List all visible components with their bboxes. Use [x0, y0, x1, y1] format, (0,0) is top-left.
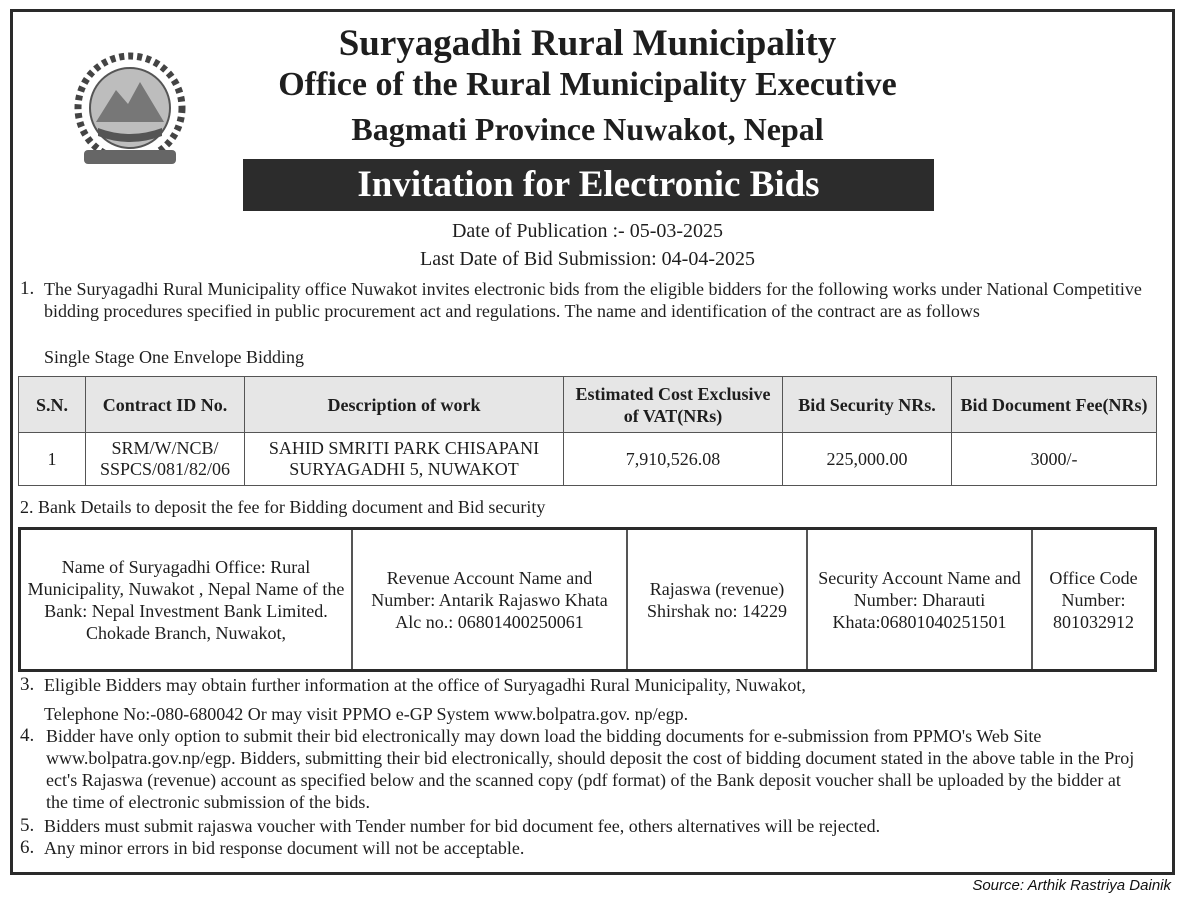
cell-description: SAHID SMRITI PARK CHISAPANI SURYAGADHI 5, NUWAKOT — [245, 433, 564, 486]
point-6-text: Any minor errors in bid response document will not be acceptable. — [44, 838, 525, 858]
office-code-cell: Office Code Number: 801032912 — [1032, 529, 1156, 671]
point-5-number: 5. — [20, 815, 35, 836]
header-bid-security: Bid Security NRs. — [783, 377, 952, 433]
province-title: Bagmati Province Nuwakot, Nepal — [351, 111, 824, 147]
point-3-number: 3. — [20, 674, 35, 695]
bank-name-cell: Name of Suryagadhi Office: Rural Municipality, Nuwakot , Nepal Name of the Bank: Nepal Investment Bank Limited. Chokade Branch, Nuwakot, — [20, 529, 353, 671]
revenue-account-cell: Revenue Account Name and Number: Antarik Rajaswo Khata Alc no.: 06801400250061 — [352, 529, 627, 671]
cell-bid-security: 225,000.00 — [783, 433, 952, 486]
notice-banner: Invitation for Electronic Bids — [243, 159, 934, 211]
point-3-line-2: Telephone No:-080-680042 Or may visit PPMO e-GP System www.bolpatra.gov. np/egp. — [44, 704, 689, 724]
contract-table-header — [19, 377, 1157, 433]
point-1-number: 1. — [20, 278, 35, 299]
contract-table — [18, 376, 1157, 486]
security-account-cell: Security Account Name and Number: Dharauti Khata:06801040251501 — [807, 529, 1032, 671]
cell-estimated-cost: 7,910,526.08 — [564, 433, 783, 486]
rajaswa-cell: Rajaswa (revenue) Shirshak no: 14229 — [627, 529, 807, 671]
point-1-text: The Suryagadhi Rural Municipality office Nuwakot invites electronic bids from the eligible bidders for the following works under National Competitive bidding procedures specified in public procurement act and regulations. The name and identification of the contract are as follows — [44, 279, 1142, 321]
last-submission-date: Last Date of Bid Submission: 04-04-2025 — [420, 248, 755, 270]
cell-sn: 1 — [19, 433, 86, 486]
header-sn: S.N. — [19, 377, 86, 433]
header-bid-fee: Bid Document Fee(NRs) — [952, 377, 1157, 433]
header-contract-id: Contract ID No. — [86, 377, 245, 433]
header-description: Description of work — [245, 377, 564, 433]
municipality-title: Suryagadhi Rural Municipality — [338, 23, 837, 64]
table-row — [20, 529, 1156, 671]
point-4-number: 4. — [20, 725, 35, 746]
publication-date: Date of Publication :- 05-03-2025 — [451, 220, 724, 242]
table-row — [19, 433, 1157, 486]
point-6-number: 6. — [20, 837, 35, 858]
office-title: Office of the Rural Municipality Executive — [278, 66, 897, 103]
nepal-emblem-icon — [66, 52, 194, 172]
header-estimated-cost: Estimated Cost Exclusive of VAT(NRs) — [564, 377, 783, 433]
point-3-line-1: Eligible Bidders may obtain further information at the office of Suryagadhi Rural Municipality, Nuwakot, — [44, 675, 806, 695]
bank-details-title: 2. Bank Details to deposit the fee for Bidding document and Bid security — [20, 497, 546, 517]
bank-details-table — [18, 527, 1157, 672]
point-5-text: Bidders must submit rajaswa voucher with Tender number for bid document fee, others alternatives will be rejected. — [44, 816, 881, 836]
point-4-text: Bidder have only option to submit their bid electronically may down load the bidding documents for e-submission from PPMO's Web Site www.bolpatra.gov.np/egp. Bidders, submitting their bid electronically, should deposit the cost of bidding document stated in the above table in the Proj ect's Rajaswa (revenue) account as specified below and the scanned copy (pdf format) of the Bank deposit voucher shall be uploaded by the bidder at the time of electronic submission of the bids. — [46, 726, 1135, 812]
source-credit: Source: Arthik Rastriya Dainik — [972, 877, 1171, 894]
bidding-type: Single Stage One Envelope Bidding — [44, 347, 304, 367]
cell-bid-fee: 3000/- — [952, 433, 1157, 486]
cell-contract-id: SRM/W/NCB/ SSPCS/081/82/06 — [86, 433, 245, 486]
